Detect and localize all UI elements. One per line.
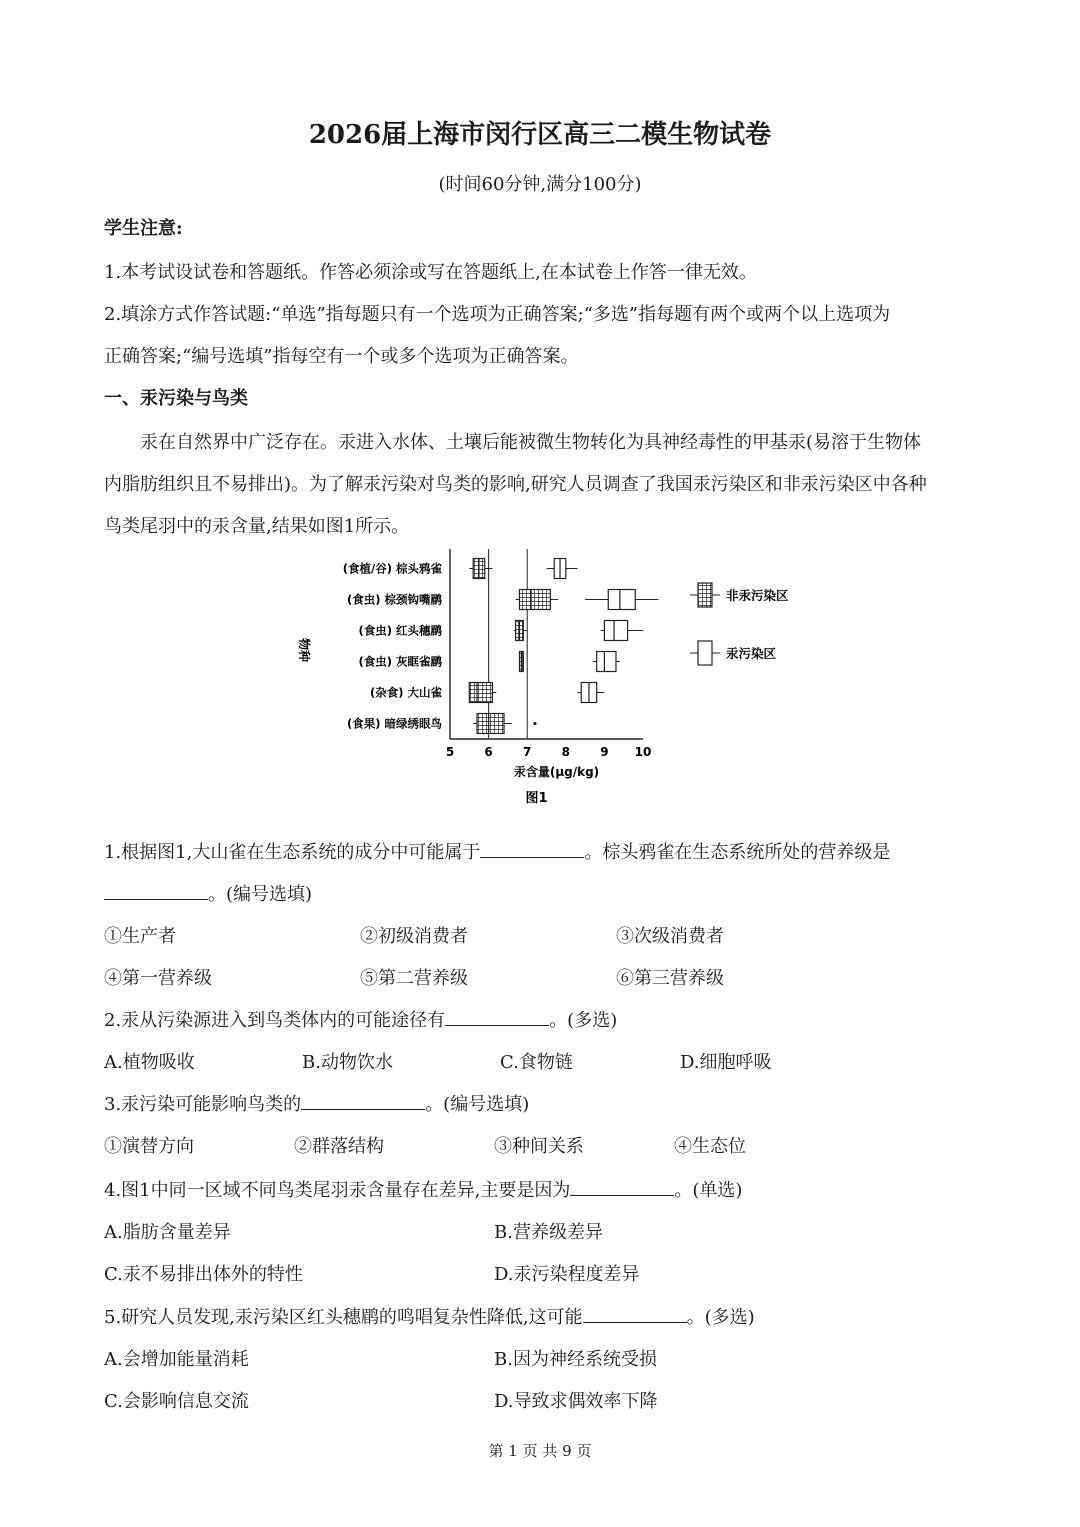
x-axis-label: 汞含量(μg/kg): [513, 765, 600, 779]
answer-blank-1a[interactable]: [480, 839, 584, 858]
question-3: [104, 1090, 529, 1116]
q4-option-d: D.汞污染程度差异: [494, 1264, 640, 1285]
q1-option-4: ④第一营养级: [104, 968, 212, 989]
q4-option-c: C.汞不易排出体外的特性: [104, 1264, 303, 1285]
q3-option-3: ③种间关系: [494, 1136, 584, 1157]
box: [608, 590, 635, 610]
q2-option-c: C.食物链: [500, 1052, 573, 1073]
box: [469, 683, 492, 703]
box: [477, 714, 504, 734]
answer-blank-1b[interactable]: [104, 881, 208, 900]
q5-option-a: A.会增加能量消耗: [104, 1349, 249, 1370]
q4-option-a: A.脂肪含量差异: [104, 1222, 231, 1243]
question-3-text: 3.汞污染可能影响鸟类的: [104, 1094, 302, 1115]
legend-label: 非汞污染区: [726, 588, 789, 603]
question-2-end: 。(多选): [549, 1010, 618, 1031]
q2-option-d: D.细胞呼吸: [680, 1052, 772, 1073]
question-3-end: 。(编号选填): [425, 1094, 530, 1115]
x-tick-label: 5: [445, 745, 455, 759]
page-footer: 第 1 页 共 9 页: [488, 1442, 592, 1460]
legend-box: [698, 583, 712, 607]
x-tick-label: 9: [600, 745, 609, 759]
section-heading: 一、汞污染与鸟类: [104, 388, 248, 409]
category-label: (食植/谷) 棕头鸦雀: [342, 561, 442, 576]
legend-box: [698, 641, 712, 665]
intro-paragraph-line-1: 汞在自然界中广泛存在。汞进入水体、土壤后能被微生物转化为具神经毒性的甲基汞(易溶于生物体: [140, 432, 922, 453]
exam-duration: (时间60分钟,满分100分): [438, 174, 642, 195]
question-2-text: 2.汞从污染源进入到鸟类体内的可能途径有: [104, 1010, 446, 1031]
q3-option-1: ①演替方向: [104, 1136, 194, 1157]
intro-paragraph-line-2: 内脂肪组织且不易排出)。为了解汞污染对鸟类的影响,研究人员调查了我国汞污染区和非汞污染区中各种: [104, 474, 927, 495]
question-5-text: 5.研究人员发现,汞污染区红头穗鹛的鸣唱复杂性降低,这可能: [104, 1307, 583, 1328]
x-tick-label: 8: [561, 745, 570, 759]
question-5: [104, 1303, 755, 1329]
category-label: (食虫) 红头穗鹛: [358, 623, 442, 638]
x-tick-label: 7: [523, 745, 532, 759]
question-4: [104, 1176, 742, 1202]
question-1-line-2: [104, 880, 312, 906]
intro-paragraph-line-3: 鸟类尾羽中的汞含量,结果如图1所示。: [104, 516, 410, 537]
question-2: [104, 1006, 617, 1032]
box: [519, 590, 550, 610]
q1-option-1: ①生产者: [104, 926, 176, 947]
q2-option-a: A.植物吸收: [104, 1052, 195, 1073]
category-label: (食果) 暗绿绣眼鸟: [346, 716, 442, 731]
q2-option-b: B.动物饮水: [302, 1052, 393, 1073]
box: [604, 621, 627, 641]
page-title: 2026届上海市闵行区高三二模生物试卷: [308, 120, 772, 150]
q1-option-5: ⑤第二营养级: [360, 968, 468, 989]
answer-blank-3[interactable]: [301, 1091, 425, 1110]
figure-1-boxplot: [270, 545, 830, 820]
x-tick-label: 10: [634, 745, 652, 759]
question-4-end: 。(单选): [674, 1180, 743, 1201]
category-label: (食虫) 灰眶雀鹛: [358, 654, 442, 669]
q4-option-b: B.营养级差异: [494, 1222, 603, 1243]
q1-option-6: ⑥第三营养级: [616, 968, 724, 989]
question-1-line-1: [104, 838, 890, 864]
question-4-text: 4.图1中同一区域不同鸟类尾羽汞含量存在差异,主要是因为: [104, 1180, 571, 1201]
q3-option-4: ④生态位: [674, 1136, 746, 1157]
question-1-text: 1.根据图1,大山雀在生态系统的成分中可能属于: [104, 842, 481, 863]
question-5-end: 。(多选): [686, 1307, 755, 1328]
notice-item-2-line-1: 2.填涂方式作答试题:“单选”指每题只有一个选项为正确答案;“多选”指每题有两个或两个以上选项为: [104, 304, 891, 325]
notice-item-1: 1.本考试设试卷和答题纸。作答必须涂或写在答题纸上,在本试卷上作答一律无效。: [104, 262, 757, 283]
notice-heading: 学生注意:: [104, 218, 183, 239]
y-axis-label: 物种: [297, 637, 311, 663]
q5-option-d: D.导致求偶效率下降: [494, 1391, 658, 1412]
question-1-mid: 。棕头鸦雀在生态系统所处的营养级是: [584, 842, 891, 863]
question-1-end: 。(编号选填): [208, 884, 313, 905]
point: [533, 722, 536, 725]
notice-item-2-line-2: 正确答案;“编号选填”指每空有一个或多个选项为正确答案。: [104, 346, 579, 367]
category-label: (食虫) 棕颈钩嘴鹛: [346, 592, 442, 607]
legend-label: 汞污染区: [726, 646, 777, 661]
q1-option-2: ②初级消费者: [360, 926, 468, 947]
q5-option-b: B.因为神经系统受损: [494, 1349, 657, 1370]
figure-caption: 图1: [525, 791, 548, 806]
answer-blank-2[interactable]: [445, 1007, 549, 1026]
category-label: (杂食) 大山雀: [369, 685, 442, 700]
q3-option-2: ②群落结构: [294, 1136, 384, 1157]
box: [597, 652, 616, 672]
q5-option-c: C.会影响信息交流: [104, 1391, 249, 1412]
answer-blank-5[interactable]: [583, 1304, 687, 1323]
x-tick-label: 6: [484, 745, 493, 759]
answer-blank-4[interactable]: [570, 1177, 674, 1196]
q1-option-3: ③次级消费者: [616, 926, 724, 947]
